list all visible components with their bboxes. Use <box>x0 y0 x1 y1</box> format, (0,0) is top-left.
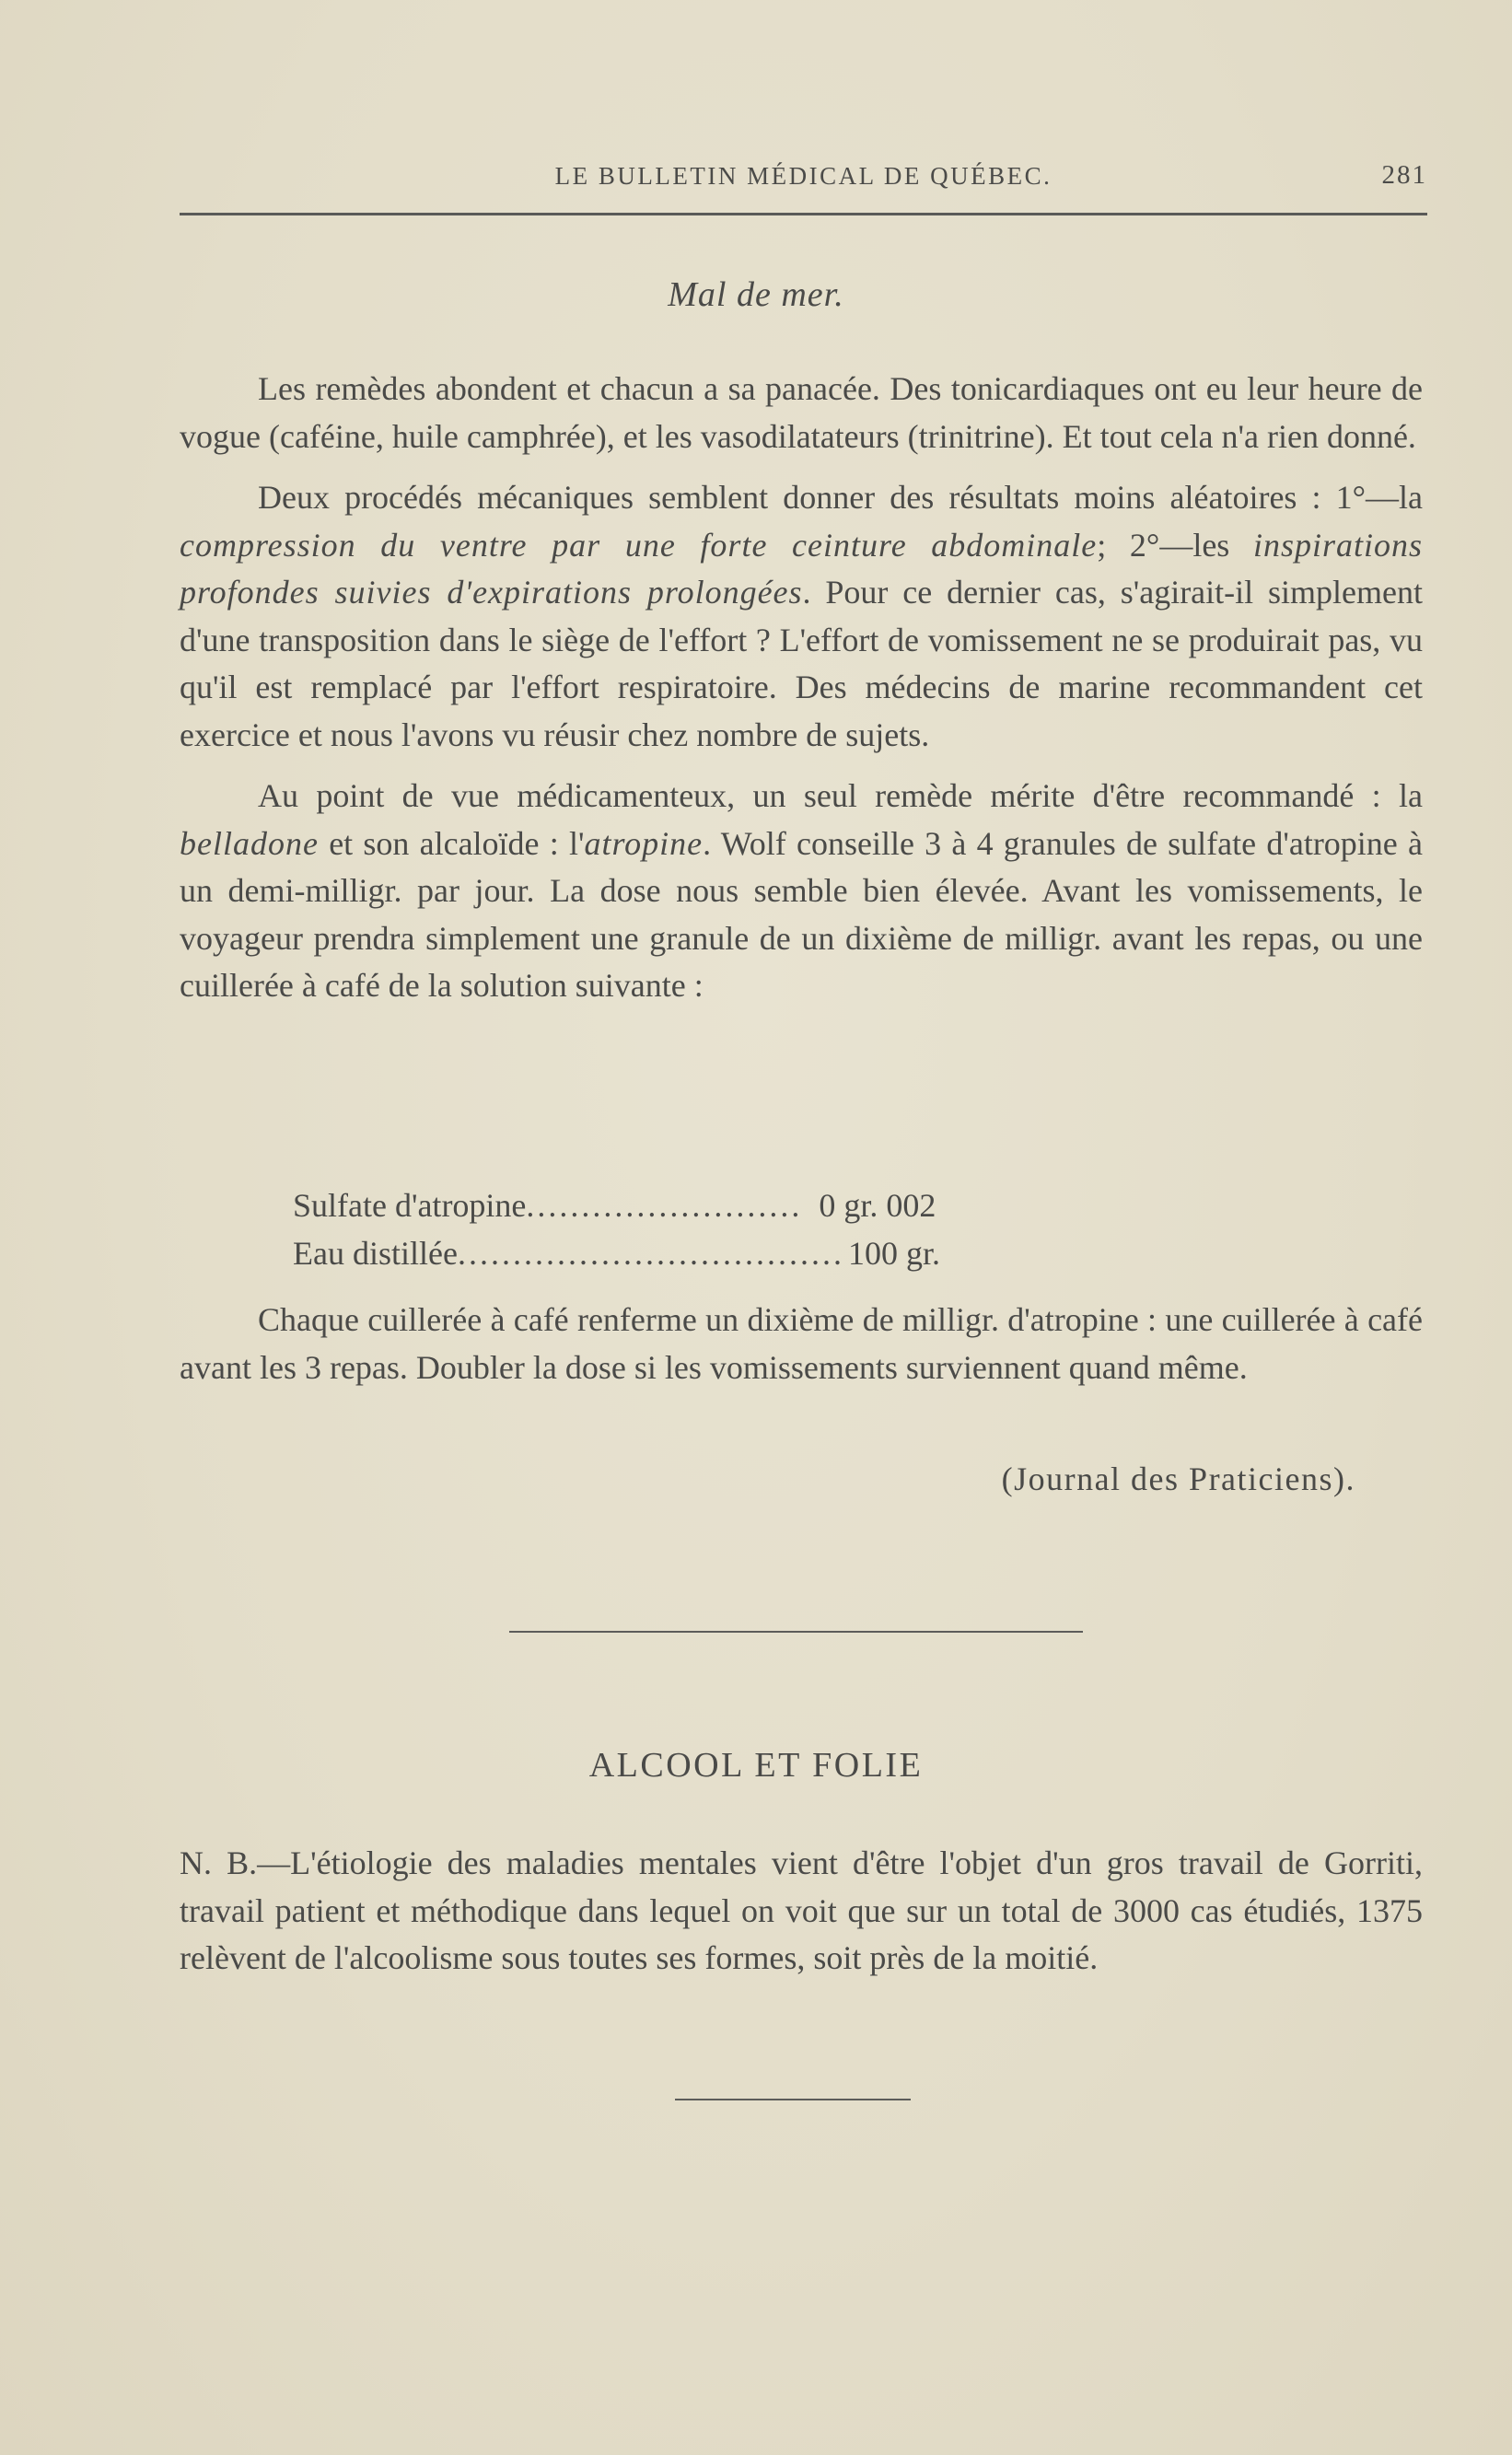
article-title-mal-de-mer: Mal de mer. <box>668 275 844 314</box>
prescription-formula <box>293 1181 1306 1277</box>
formula-row <box>293 1229 1306 1277</box>
formula-amount: 0 gr. 002 <box>819 1187 936 1224</box>
header-rule <box>180 213 1427 215</box>
end-divider <box>675 2099 911 2100</box>
dot-leader: ......................... <box>526 1187 803 1224</box>
emphasis-belladone: belladone <box>180 824 319 862</box>
paragraph-2: Deux procédés mécaniques semblent donner des résultats moins aléatoires : 1°—la compression du ventre par une forte ceinture abdominale; 2°—les inspirations profondes suivies d'expirations prolongées. Pour ce dernier cas, s'agirait-il simplement d'une transposition dans le siège de l'effort ? L'effort de vomissement ne se produirait pas, vu qu'il est remplacé par l'effort respiratoire. Des médecins de marine recommandent cet exercice et nous l'avons vu réusir chez nombre de sujets. <box>180 479 1424 753</box>
article-title-alcool-et-folie: ALCOOL ET FOLIE <box>588 1746 924 1785</box>
paragraph-3: Au point de vue médicamenteux, un seul remède mérite d'être recommandé : la belladone et son alcaloïde : l'atropine. Wolf conseille 3 à 4 granules de sulfate d'atropine à un demi-milligr. par jour. La dose nous semble bien élevée. Avant les vomissements, le voyageur prendra simplement une granule de un dixième de milligr. avant les repas, ou une cuillerée à café de la solution suivante : <box>180 777 1423 1004</box>
article-body-mal-de-mer <box>180 366 1423 1010</box>
formula-amount: 100 gr. <box>847 1235 940 1272</box>
article-body-alcool-et-folie <box>180 1840 1423 1983</box>
paragraph-1: Les remèdes abondent et chacun a sa panacée. Des tonicardiaques ont eu leur heure de vogue (caféine, huile camphrée), et les vasodilatateurs (trinitrine). Et tout cela n'a rien donné. <box>180 370 1423 455</box>
article-body-continued <box>180 1297 1423 1391</box>
formula-ingredient: Eau distillée <box>293 1235 458 1272</box>
dot-leader: ................................... <box>457 1235 844 1272</box>
running-title: LE BULLETIN MÉDICAL DE QUÉBEC. <box>554 162 1053 190</box>
paragraph-nb: N. B.—L'étiologie des maladies mentales vient d'être l'objet d'un gros travail de Gorriti, travail patient et méthodique dans lequel on voit que sur un total de 3000 cas étudiés, 1375 relèvent de l'alcoolisme sous toutes ses formes, soit près de la moitié. <box>180 1844 1423 1976</box>
source-citation: (Journal des Praticiens). <box>1001 1460 1355 1497</box>
page-number: 281 <box>1381 160 1427 190</box>
paragraph-4: Chaque cuillerée à café renferme un dixième de milligr. d'atropine : une cuillerée à café avant les 3 repas. Doubler la dose si les vomissements surviennent quand même. <box>180 1301 1423 1386</box>
emphasis-inspirations: inspirations profondes suivies d'expirations prolongées <box>180 526 1424 611</box>
emphasis-atropine: atropine <box>584 824 704 862</box>
formula-ingredient: Sulfate d'atropine <box>293 1187 527 1224</box>
page-header <box>180 158 1427 204</box>
emphasis-compression: compression du ventre par une forte ceinture abdominale <box>180 526 1098 564</box>
formula-row <box>293 1181 1306 1229</box>
section-divider <box>509 1631 1083 1633</box>
